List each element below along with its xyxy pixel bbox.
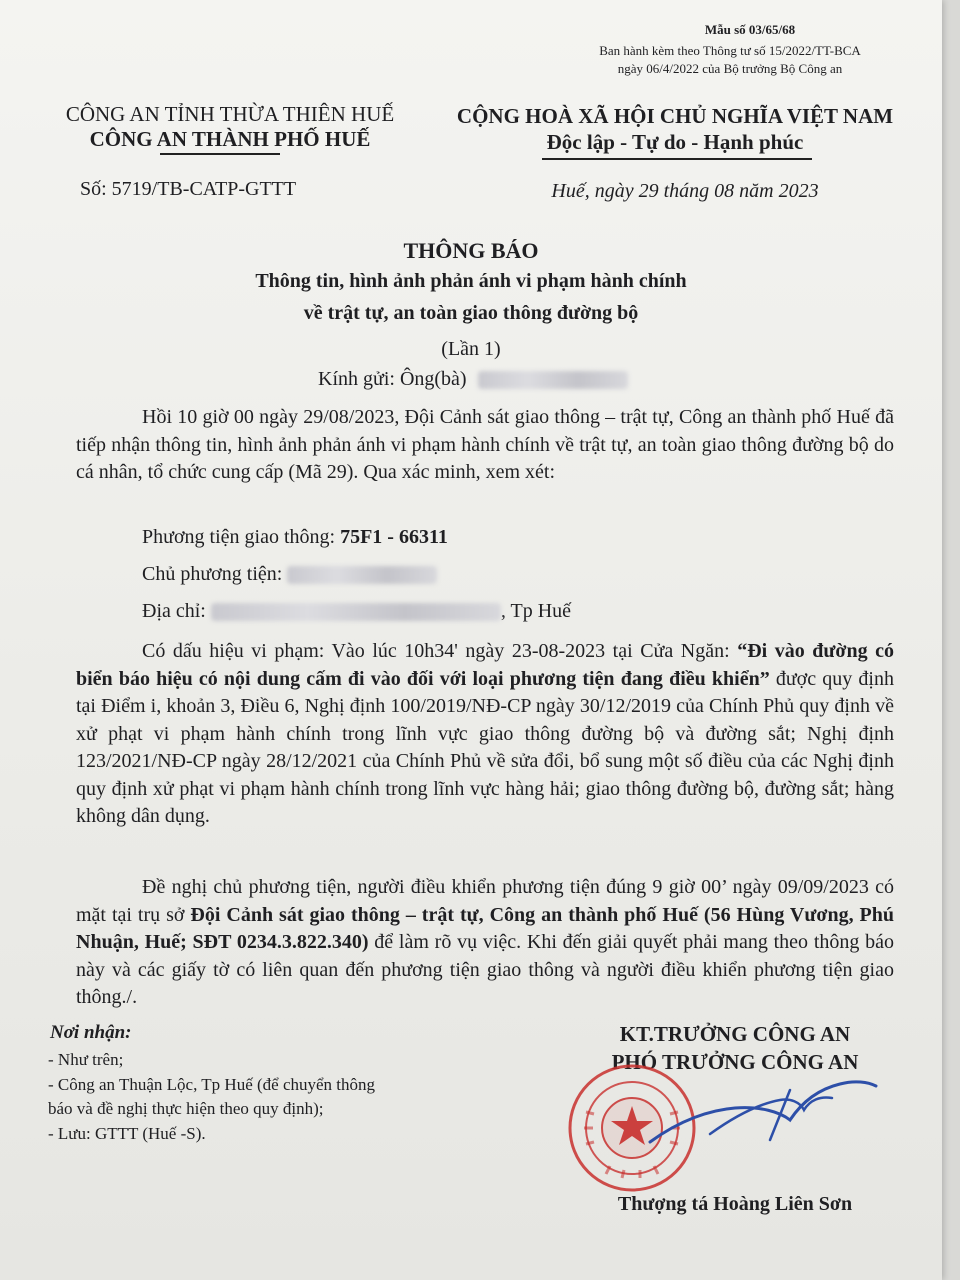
document-subtitle-line1: Thông tin, hình ảnh phản ánh vi phạm hành chính (255, 270, 687, 292)
redacted-address (211, 603, 501, 621)
form-note-line1: Ban hành kèm theo Thông tư số 15/2022/TT-BCA (599, 43, 861, 58)
signer-authority-line2: PHÓ TRƯỞNG CÔNG AN (611, 1050, 859, 1074)
request-paragraph (76, 874, 894, 1012)
intro-text: Hồi 10 giờ 00 ngày 29/08/2023, Đội Cảnh sát giao thông – trật tự, Công an thành phố Huế đã tiếp nhận thông tin, hình ảnh phản ánh vi phạm hành chính về trật tự, an toàn giao thông đường bộ do cá nhân, tổ chức cung cấp (Mã 29). Qua xác minh, xem xét: (76, 406, 894, 483)
document-number: Số: 5719/TB-CATP-GTTT (80, 178, 297, 200)
recipients-title: Nơi nhận: (50, 1022, 132, 1043)
recipient-item: - Như trên; (48, 1050, 124, 1069)
address-suffix: , Tp Huế (500, 600, 572, 622)
violation-prefix: Có dấu hiệu vi phạm: Vào lúc 10h34' ngày 23-08-2023 tại Cửa Ngăn: (142, 640, 738, 662)
agency-name: CÔNG AN THÀNH PHỐ HUẾ (89, 127, 371, 151)
violation-paragraph (76, 638, 894, 831)
document-subtitle-line2: về trật tự, an toàn giao thông đường bộ (303, 302, 639, 324)
national-motto: Độc lập - Tự do - Hạnh phúc (546, 130, 804, 154)
request-rest: để làm rõ vụ việc. Khi đến giải quyết phải mang theo thông báo này và các giấy tờ có liên quan đến phương tiện giao thông và người điều khiển phương tiện giao thông./. (76, 931, 895, 1008)
redacted-owner-name (287, 566, 437, 584)
agency-parent: CÔNG AN TỈNH THỪA THIÊN HUẾ (65, 102, 395, 126)
form-code: Mẫu số 03/65/68 (704, 22, 796, 37)
recipient-item: - Lưu: GTTT (Huế -S). (48, 1124, 206, 1143)
recipient-item-continued: báo và đề nghị thực hiện theo quy định); (48, 1099, 324, 1118)
salutation (318, 368, 628, 391)
vehicle-line (142, 526, 448, 549)
owner-label: Chủ phương tiện: (142, 563, 288, 585)
recipient-item: - Công an Thuận Lộc, Tp Huế (để chuyển thông (48, 1075, 376, 1094)
address-label: Địa chỉ: (142, 600, 211, 622)
vehicle-label: Phương tiện giao thông: (142, 526, 341, 548)
owner-line (142, 563, 437, 586)
salutation-label: Kính gửi: Ông(bà) (318, 368, 467, 390)
intro-paragraph (76, 404, 894, 487)
address-line (142, 600, 571, 623)
request-office: Đội Cảnh sát giao thông – trật tự, Công an thành phố Huế (56 Hùng Vương, Phú Nhuận, Huế; SĐT 0234.3.822.340) (76, 903, 895, 953)
violation-legal-basis: được quy định tại Điểm i, khoản 3, Điều 6, Nghị định 100/2019/NĐ-CP ngày 30/12/2019 của Chính Phủ quy định về xử phạt vi phạm hành chính trong lĩnh vực giao thông đường bộ và đường sắt; Nghị định 123/2021/NĐ-CP ngày 28/12/2021 của Chính Phủ về sửa đổi, bổ sung một số điều của các Nghị định quy định xử phạt vi phạm hành chính trong lĩnh vực hàng hải; giao thông đường bộ, đường sắt; hàng không dân dụng. (76, 667, 894, 827)
document-title: THÔNG BÁO (403, 238, 539, 263)
redacted-recipient-name (478, 371, 628, 389)
attempt-number: (Lần 1) (441, 338, 501, 360)
signer-authority-line1: KT.TRƯỞNG CÔNG AN (619, 1022, 851, 1046)
agency-underline (160, 153, 280, 155)
form-note-line2: ngày 06/4/2022 của Bộ trưởng Bộ Công an (617, 61, 843, 76)
place-date: Huế, ngày 29 tháng 08 năm 2023 (551, 180, 819, 202)
vehicle-plate: 75F1 - 66311 (340, 526, 448, 548)
handwritten-signature (640, 1050, 890, 1160)
request-prefix: Đề nghị chủ phương tiện, người điều khiển phương tiện đúng 9 giờ 00’ ngày 09/09/2023 có mặt tại trụ sở (76, 876, 894, 926)
violation-description: “Đi vào đường có biển báo hiệu có nội dung cấm đi vào đối với loại phương tiện đang điều khiển” (76, 640, 894, 690)
signer-name: Thượng tá Hoàng Liên Sơn (617, 1193, 853, 1215)
motto-underline (542, 158, 812, 160)
national-title: CỘNG HOÀ XÃ HỘI CHỦ NGHĨA VIỆT NAM (456, 104, 894, 128)
